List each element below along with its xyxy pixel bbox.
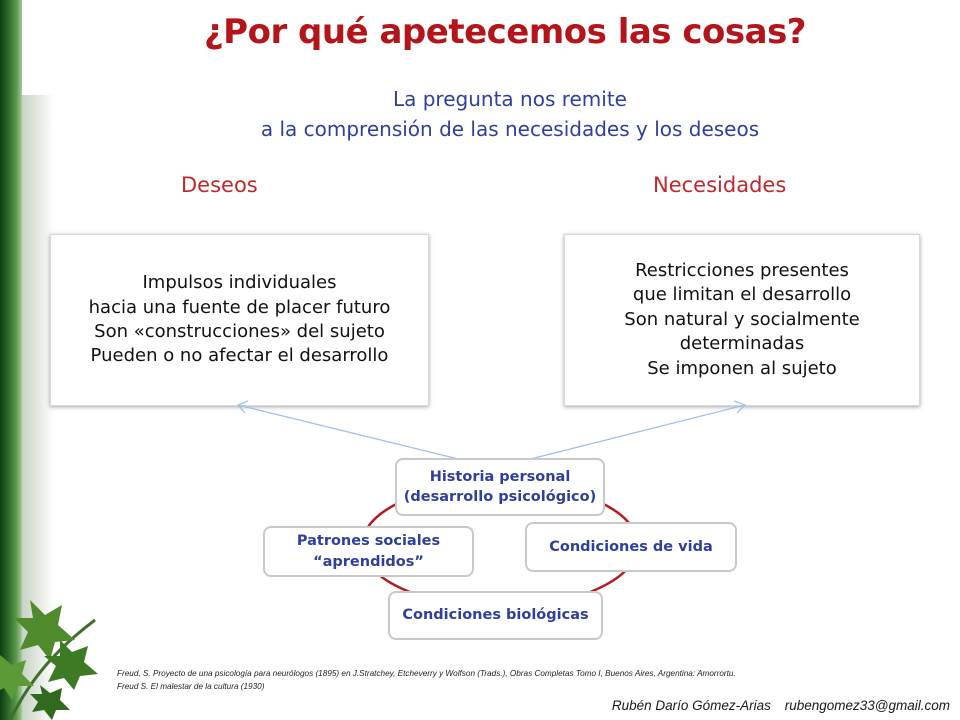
deseos-line: Son «construcciones» del sujeto	[94, 321, 385, 342]
references	[117, 667, 736, 693]
leaf-decoration	[0, 560, 120, 720]
historia-personal-line: Historia personal	[429, 468, 571, 485]
necesidades-line: Restricciones presentes	[635, 259, 849, 281]
deseos-line: Pueden o no afectar el desarrollo	[90, 345, 389, 367]
necesidades-line: Son natural y socialmente	[624, 308, 860, 330]
deseos-line: Impulsos individuales	[142, 272, 337, 294]
historia-personal-line: (desarrollo psicológico)	[403, 489, 597, 505]
footer-author: Rubén Darío Gómez-Arias	[611, 698, 771, 713]
patrones-sociales-line: Patrones sociales	[296, 533, 441, 550]
necesidades-line: Se imponen al sujeto	[647, 357, 837, 379]
condiciones-de-vida-label: Condiciones de vida	[549, 538, 713, 555]
condiciones-biologicas-node	[388, 591, 603, 640]
deseos-line: hacia una fuente de placer futuro	[88, 296, 391, 318]
necesidades-heading: Necesidades	[653, 173, 787, 197]
footer-email: rubengomez33@gmail.com	[784, 698, 950, 713]
patrones-sociales-line: “aprendidos”	[313, 553, 424, 570]
necesidades-line: que limitan el desarrollo	[632, 284, 852, 306]
condiciones-de-vida-node	[525, 522, 737, 572]
reference-item: Freud S. El malestar de la cultura (1930)	[117, 682, 265, 692]
reference-item: Freud, S. Proyecto de una psicología para neurólogos (1895) en J.Stratchey, Etcheverry y Wolfson (Trads.), Obras Completas Tomo I, Buenos Aires, Argentina: Amorrortu.	[117, 669, 736, 678]
subtitle-line-2: a la comprensión de las necesidades y los deseos	[260, 117, 760, 141]
subtitle-line-1: La pregunta nos remite	[392, 87, 627, 111]
footer	[602, 698, 950, 713]
necesidades-line: determinadas	[679, 333, 805, 355]
slide-title: ¿Por qué apetecemos las cosas?	[203, 12, 807, 52]
deseos-heading: Deseos	[181, 173, 258, 197]
condiciones-biologicas-label: Condiciones biológicas	[402, 607, 589, 624]
historia-personal-node	[395, 458, 605, 516]
patrones-sociales-node	[263, 526, 474, 577]
